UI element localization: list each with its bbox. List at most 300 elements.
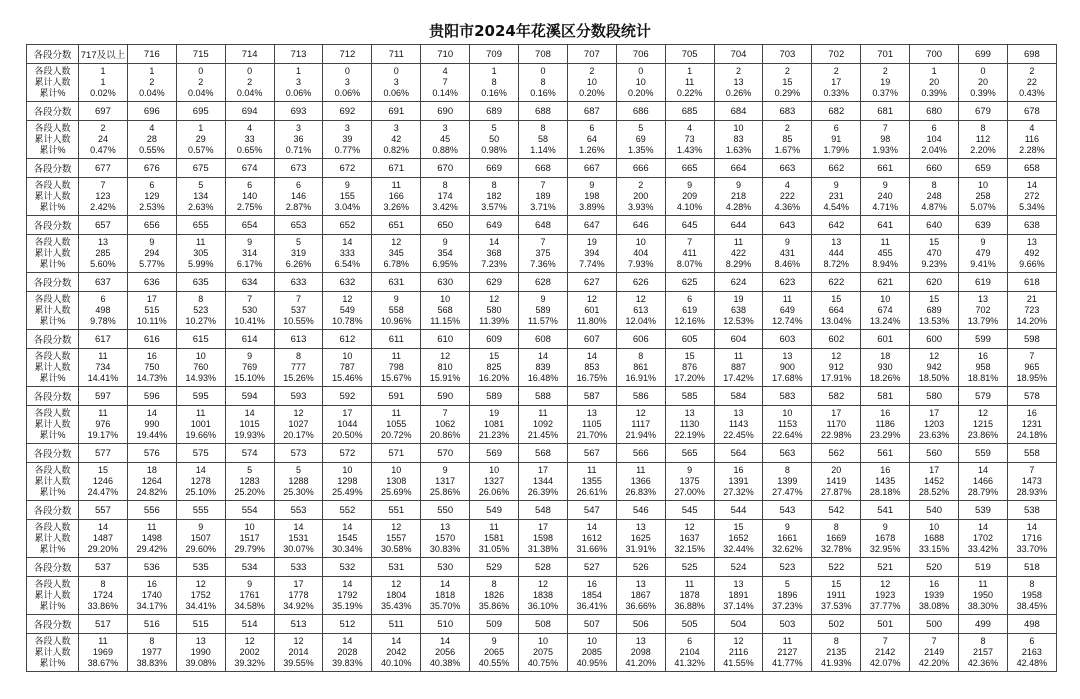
score-cell: 704 (714, 45, 763, 64)
score-cell: 664 (714, 159, 763, 178)
score-label: 各段分数 (27, 501, 79, 520)
stats-label-cell (27, 64, 79, 102)
cumulative-value: 861 (633, 362, 649, 372)
percent-value: 0.06% (334, 88, 361, 98)
stats-cell (616, 520, 665, 558)
score-cell: 659 (959, 159, 1008, 178)
label-pct: 累计% (39, 430, 66, 440)
score-label: 各段分数 (27, 615, 79, 634)
cumulative-value: 479 (975, 248, 991, 258)
count-value: 13 (97, 237, 108, 247)
percent-value: 3.93% (627, 202, 654, 212)
score-cell: 685 (665, 102, 714, 121)
score-cell: 622 (812, 273, 861, 292)
stats-cell (1007, 463, 1056, 501)
count-value: 11 (196, 408, 206, 418)
score-cell: 577 (79, 444, 128, 463)
score-cell: 606 (616, 330, 665, 349)
cumulative-value: 258 (975, 191, 991, 201)
percent-value: 5.34% (1019, 202, 1045, 212)
cumulative-value: 2056 (435, 647, 456, 657)
stats-cell (176, 577, 225, 615)
cumulative-value: 825 (486, 362, 502, 372)
cumulative-value: 198 (584, 191, 600, 201)
count-value: 11 (880, 237, 890, 247)
stats-cell (421, 235, 470, 273)
cumulative-value: 91 (831, 134, 842, 144)
percent-value: 33.70% (1016, 544, 1048, 554)
stats-cell (616, 577, 665, 615)
count-value: 10 (195, 351, 206, 361)
cumulative-value: 523 (193, 305, 209, 315)
stats-cell (959, 235, 1008, 273)
cumulative-value: 24 (97, 134, 108, 144)
count-value: 3 (296, 123, 302, 133)
cumulative-value: 900 (779, 362, 795, 372)
score-cell: 701 (861, 45, 910, 64)
stats-cell (372, 634, 421, 672)
percent-value: 25.20% (234, 487, 265, 497)
cumulative-value: 1724 (92, 590, 113, 600)
score-label: 各段分数 (27, 330, 79, 349)
score-cell: 678 (1007, 102, 1056, 121)
stats-cell (812, 406, 861, 444)
label-cum: 累计人数 (34, 305, 71, 315)
percent-value: 27.47% (772, 487, 803, 497)
score-cell: 524 (714, 558, 763, 577)
score-cell: 635 (176, 273, 225, 292)
score-cell: 633 (274, 273, 323, 292)
percent-value: 41.77% (772, 658, 803, 668)
stats-cell (323, 121, 372, 159)
percent-value: 1.79% (823, 145, 850, 155)
percent-value: 17.68% (772, 373, 803, 383)
cumulative-value: 1752 (190, 590, 211, 600)
percent-value: 1.35% (627, 145, 654, 155)
count-value: 12 (880, 579, 891, 589)
stats-cell (714, 64, 763, 102)
score-cell: 538 (1007, 501, 1056, 520)
percent-value: 11.57% (528, 316, 558, 326)
count-value: 17 (293, 579, 304, 589)
percent-value: 0.20% (579, 88, 605, 98)
score-cell: 518 (1007, 558, 1056, 577)
count-value: 19 (733, 294, 744, 304)
score-cell: 576 (127, 444, 176, 463)
percent-value: 40.75% (527, 658, 559, 668)
percent-value: 9.41% (970, 259, 996, 269)
cumulative-value: 1867 (630, 590, 651, 600)
score-cell: 699 (959, 45, 1008, 64)
score-cell: 709 (470, 45, 519, 64)
cumulative-value: 45 (440, 134, 451, 144)
count-value: 6 (589, 123, 595, 133)
cumulative-value: 568 (437, 305, 453, 315)
count-value: 7 (540, 237, 546, 247)
percent-value: 39.32% (234, 658, 265, 668)
score-label: 各段分数 (27, 387, 79, 406)
score-cell: 616 (127, 330, 176, 349)
cumulative-value: 1153 (777, 419, 798, 429)
page-title: 贵阳市2024年花溪区分数段统计 (429, 22, 651, 40)
percent-value: 22.98% (821, 430, 852, 440)
cumulative-value: 734 (95, 362, 111, 372)
cumulative-value: 1062 (435, 419, 456, 429)
cumulative-value: 1130 (679, 419, 700, 429)
cumulative-value: 1366 (630, 476, 651, 486)
count-value: 12 (244, 636, 255, 646)
cumulative-value: 1143 (728, 419, 749, 429)
stats-cell (910, 235, 959, 273)
cumulative-value: 1896 (777, 590, 798, 600)
cumulative-value: 1990 (190, 647, 211, 657)
percent-value: 16.20% (478, 373, 510, 383)
percent-value: 11.80% (576, 316, 607, 326)
score-cell: 545 (665, 501, 714, 520)
score-cell: 574 (225, 444, 274, 463)
percent-value: 13.53% (918, 316, 950, 326)
stats-cell (79, 577, 128, 615)
count-value: 5 (296, 237, 302, 247)
stats-cell (176, 634, 225, 672)
stats-cell (763, 463, 812, 501)
score-cell: 569 (470, 444, 519, 463)
stats-cell (79, 235, 128, 273)
stats-cell (274, 121, 323, 159)
cumulative-value: 123 (95, 191, 111, 201)
score-cell: 638 (1007, 216, 1056, 235)
count-value: 8 (784, 465, 790, 475)
stats-cell (79, 406, 128, 444)
percent-value: 0.57% (187, 145, 214, 155)
score-cell: 560 (910, 444, 959, 463)
stats-cell (812, 520, 861, 558)
count-value: 17 (537, 465, 548, 475)
score-cell: 716 (127, 45, 176, 64)
score-cell: 639 (959, 216, 1008, 235)
label-cum: 累计人数 (34, 248, 71, 258)
cumulative-value: 285 (95, 248, 111, 258)
percent-value: 4.71% (872, 202, 898, 212)
count-value: 14 (1026, 522, 1037, 532)
count-value: 14 (489, 237, 500, 247)
count-value: 13 (635, 636, 646, 646)
cumulative-value: 2163 (1021, 647, 1042, 657)
stats-label-cell (27, 577, 79, 615)
percent-value: 3.26% (383, 202, 410, 212)
score-cell: 591 (372, 387, 421, 406)
stats-cell (519, 292, 568, 330)
stats-cell (616, 349, 665, 387)
score-cell: 636 (127, 273, 176, 292)
percent-value: 38.45% (1016, 601, 1048, 611)
cumulative-value: 1355 (581, 476, 602, 486)
score-cell: 565 (665, 444, 714, 463)
stats-row (27, 577, 1057, 615)
score-cell: 661 (861, 159, 910, 178)
percent-value: 39.55% (283, 658, 314, 668)
percent-value: 28.18% (869, 487, 901, 497)
count-value: 16 (146, 579, 157, 589)
count-value: 8 (1029, 579, 1035, 589)
label-count: 各段人数 (34, 579, 71, 589)
percent-value: 4.87% (921, 202, 947, 212)
cumulative-value: 1344 (532, 476, 553, 486)
count-value: 9 (980, 237, 986, 247)
cumulative-value: 2 (247, 77, 253, 87)
cumulative-value: 404 (633, 248, 649, 258)
count-value: 9 (442, 465, 448, 475)
percent-value: 31.66% (576, 544, 608, 554)
score-cell: 646 (616, 216, 665, 235)
score-cell: 531 (372, 558, 421, 577)
count-value: 14 (293, 522, 304, 532)
label-pct: 累计% (39, 658, 66, 668)
count-value: 21 (1026, 294, 1037, 304)
stats-cell (567, 349, 616, 387)
stats-cell (567, 121, 616, 159)
stats-cell (812, 577, 861, 615)
stats-cell (812, 235, 861, 273)
stats-cell (421, 406, 470, 444)
count-value: 8 (149, 636, 155, 646)
score-cell: 547 (567, 501, 616, 520)
percent-value: 14.20% (1016, 316, 1048, 326)
percent-value: 10.78% (332, 316, 363, 326)
percent-value: 0.77% (334, 145, 361, 155)
percent-value: 18.50% (918, 373, 950, 383)
stats-cell (372, 64, 421, 102)
count-value: 15 (831, 294, 842, 304)
stats-cell (910, 292, 959, 330)
cumulative-value: 1545 (337, 533, 358, 543)
percent-value: 25.49% (332, 487, 363, 497)
cumulative-value: 2157 (972, 647, 993, 657)
cumulative-value: 240 (877, 191, 893, 201)
score-cell: 715 (176, 45, 225, 64)
percent-value: 31.05% (478, 544, 510, 554)
stats-cell (1007, 235, 1056, 273)
score-cell: 662 (812, 159, 861, 178)
score-cell: 542 (812, 501, 861, 520)
percent-value: 18.81% (967, 373, 999, 383)
percent-value: 40.10% (381, 658, 412, 668)
percent-value: 0.20% (627, 88, 654, 98)
percent-value: 19.66% (185, 430, 216, 440)
score-cell: 665 (665, 159, 714, 178)
percent-value: 12.16% (674, 316, 705, 326)
stats-cell (225, 349, 274, 387)
count-value: 2 (784, 66, 790, 76)
count-value: 9 (247, 351, 253, 361)
score-cell: 649 (470, 216, 519, 235)
score-cell: 552 (323, 501, 372, 520)
score-cell: 653 (274, 216, 323, 235)
percent-value: 22.64% (772, 430, 803, 440)
stats-cell (470, 406, 519, 444)
count-value: 6 (833, 123, 839, 133)
cumulative-value: 1466 (972, 476, 993, 486)
count-value: 17 (146, 294, 157, 304)
stats-cell (812, 178, 861, 216)
stats-cell (323, 292, 372, 330)
score-cell: 537 (79, 558, 128, 577)
score-cell: 686 (616, 102, 665, 121)
stats-label-cell (27, 463, 79, 501)
percent-value: 2.20% (970, 145, 996, 155)
count-value: 8 (638, 351, 644, 361)
count-value: 16 (733, 465, 744, 475)
score-cell: 558 (1007, 444, 1056, 463)
cumulative-value: 319 (290, 248, 307, 258)
percent-value: 25.86% (429, 487, 461, 497)
count-value: 4 (442, 66, 448, 76)
percent-value: 0.88% (432, 145, 458, 155)
count-value: 8 (980, 123, 986, 133)
score-cell: 527 (567, 558, 616, 577)
score-cell: 680 (910, 102, 959, 121)
cumulative-value: 2 (149, 77, 155, 87)
cumulative-value: 1001 (190, 419, 211, 429)
score-cell: 669 (470, 159, 519, 178)
label-pct: 累计% (39, 88, 66, 98)
score-cell: 532 (323, 558, 372, 577)
score-cell: 571 (372, 444, 421, 463)
score-cell: 713 (274, 45, 323, 64)
count-value: 15 (97, 465, 108, 475)
percent-value: 41.55% (723, 658, 754, 668)
stats-cell (127, 463, 176, 501)
percent-value: 0.04% (236, 88, 263, 98)
cumulative-value: 1740 (141, 590, 162, 600)
percent-value: 0.43% (1019, 88, 1045, 98)
score-cell: 596 (127, 387, 176, 406)
score-cell: 656 (127, 216, 176, 235)
percent-value: 1.14% (530, 145, 556, 155)
count-value: 7 (882, 636, 888, 646)
percent-value: 37.77% (869, 601, 901, 611)
stats-cell (1007, 406, 1056, 444)
score-cell: 597 (79, 387, 128, 406)
percent-value: 42.07% (869, 658, 901, 668)
cumulative-value: 1778 (288, 590, 309, 600)
cumulative-value: 2116 (728, 647, 749, 657)
percent-value: 0.33% (823, 88, 850, 98)
cumulative-value: 8 (540, 77, 546, 87)
count-value: 2 (589, 66, 595, 76)
count-value: 8 (100, 579, 106, 589)
percent-value: 34.41% (185, 601, 216, 611)
count-value: 10 (977, 180, 988, 190)
label-cum: 累计人数 (34, 476, 71, 486)
stats-cell (714, 121, 763, 159)
count-value: 14 (391, 636, 402, 646)
stats-cell (421, 577, 470, 615)
stats-cell (812, 121, 861, 159)
percent-value: 9.78% (90, 316, 116, 326)
score-cell: 557 (79, 501, 128, 520)
percent-value: 21.70% (576, 430, 608, 440)
percent-value: 25.69% (381, 487, 412, 497)
stats-cell (519, 577, 568, 615)
percent-value: 9.23% (921, 259, 947, 269)
percent-value: 21.23% (478, 430, 510, 440)
percent-value: 6.54% (334, 259, 361, 269)
cumulative-value: 22 (1026, 77, 1037, 87)
score-cell: 694 (225, 102, 274, 121)
cumulative-value: 33 (244, 134, 255, 144)
stats-cell (567, 178, 616, 216)
count-value: 0 (198, 66, 204, 76)
stats-cell (861, 235, 910, 273)
count-value: 8 (980, 636, 986, 646)
percent-value: 7.74% (579, 259, 605, 269)
cumulative-value: 8 (491, 77, 497, 87)
stats-cell (910, 463, 959, 501)
percent-value: 40.38% (429, 658, 461, 668)
percent-value: 27.87% (821, 487, 852, 497)
percent-value: 28.52% (918, 487, 950, 497)
cumulative-value: 1246 (92, 476, 113, 486)
percent-value: 4.28% (725, 202, 752, 212)
percent-value: 6.78% (383, 259, 410, 269)
stats-cell (763, 349, 812, 387)
count-value: 8 (491, 180, 497, 190)
percent-value: 30.83% (429, 544, 461, 554)
cumulative-value: 1092 (532, 419, 553, 429)
stats-cell (519, 121, 568, 159)
cumulative-value: 613 (633, 305, 649, 315)
count-value: 1 (198, 123, 204, 133)
cumulative-value: 537 (290, 305, 307, 315)
count-value: 11 (98, 351, 108, 361)
label-count: 各段人数 (34, 237, 71, 247)
stats-cell (763, 178, 812, 216)
cumulative-value: 2142 (875, 647, 896, 657)
count-value: 16 (1026, 408, 1037, 418)
stats-row (27, 235, 1057, 273)
stats-cell (959, 634, 1008, 672)
count-value: 5 (491, 123, 497, 133)
percent-value: 0.37% (872, 88, 898, 98)
score-cell: 561 (861, 444, 910, 463)
percent-value: 26.61% (576, 487, 608, 497)
cumulative-value: 1950 (972, 590, 993, 600)
stats-cell (616, 292, 665, 330)
score-cell: 543 (763, 501, 812, 520)
stats-cell (665, 235, 714, 273)
label-cum: 累计人数 (34, 77, 71, 87)
percent-value: 1.93% (872, 145, 898, 155)
count-value: 16 (977, 351, 988, 361)
cumulative-value: 1203 (924, 419, 945, 429)
score-cell: 670 (421, 159, 470, 178)
count-value: 7 (1029, 351, 1035, 361)
percent-value: 18.95% (1016, 373, 1048, 383)
cumulative-value: 209 (682, 191, 698, 201)
count-value: 5 (784, 579, 790, 589)
count-value: 12 (635, 408, 646, 418)
stats-cell (861, 634, 910, 672)
count-value: 12 (293, 408, 304, 418)
stats-cell (176, 520, 225, 558)
cumulative-value: 1186 (875, 419, 895, 429)
stats-cell (519, 463, 568, 501)
count-value: 14 (537, 351, 548, 361)
cumulative-value: 42 (391, 134, 402, 144)
percent-value: 10.41% (234, 316, 265, 326)
stats-cell (519, 178, 568, 216)
